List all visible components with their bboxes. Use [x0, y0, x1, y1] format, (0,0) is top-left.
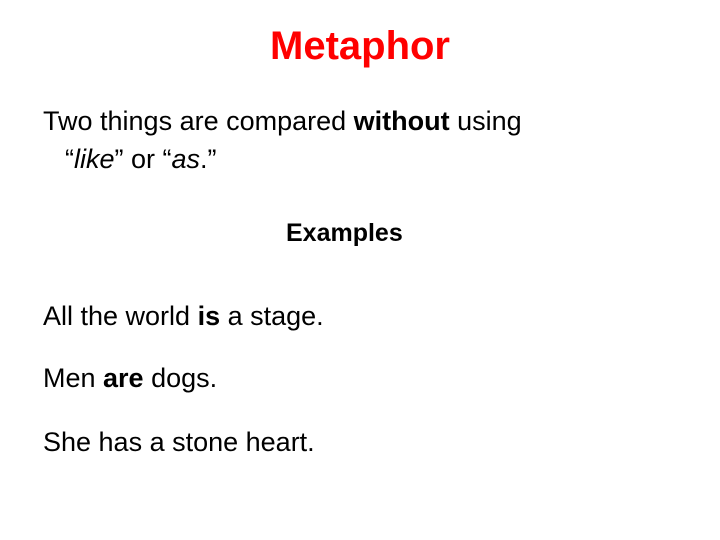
definition-line-2: [43, 140, 683, 178]
example-2-before: Men: [43, 363, 104, 393]
example-2-bold: are: [103, 363, 144, 393]
definition-part-1: Two things are compared: [43, 106, 354, 136]
examples-heading: Examples: [286, 219, 403, 247]
quote-or: ” or “: [114, 144, 172, 174]
definition-text: [43, 102, 683, 178]
example-3: She has a stone heart.: [43, 427, 315, 457]
example-2-after: dogs.: [143, 363, 218, 393]
open-quote: “: [65, 144, 74, 174]
example-1: [43, 298, 324, 334]
example-1-after: a stage.: [220, 301, 324, 331]
example-2: [43, 360, 217, 396]
definition-line-1: [43, 102, 683, 140]
word-like: like: [74, 144, 115, 174]
example-1-before: All the world: [43, 301, 198, 331]
definition-emphasis: without: [353, 106, 450, 136]
definition-part-2: using: [449, 106, 522, 136]
example-1-bold: is: [197, 301, 221, 331]
slide-title: Metaphor: [270, 24, 450, 68]
word-as: as: [171, 144, 201, 174]
close-quote: .”: [200, 144, 217, 174]
